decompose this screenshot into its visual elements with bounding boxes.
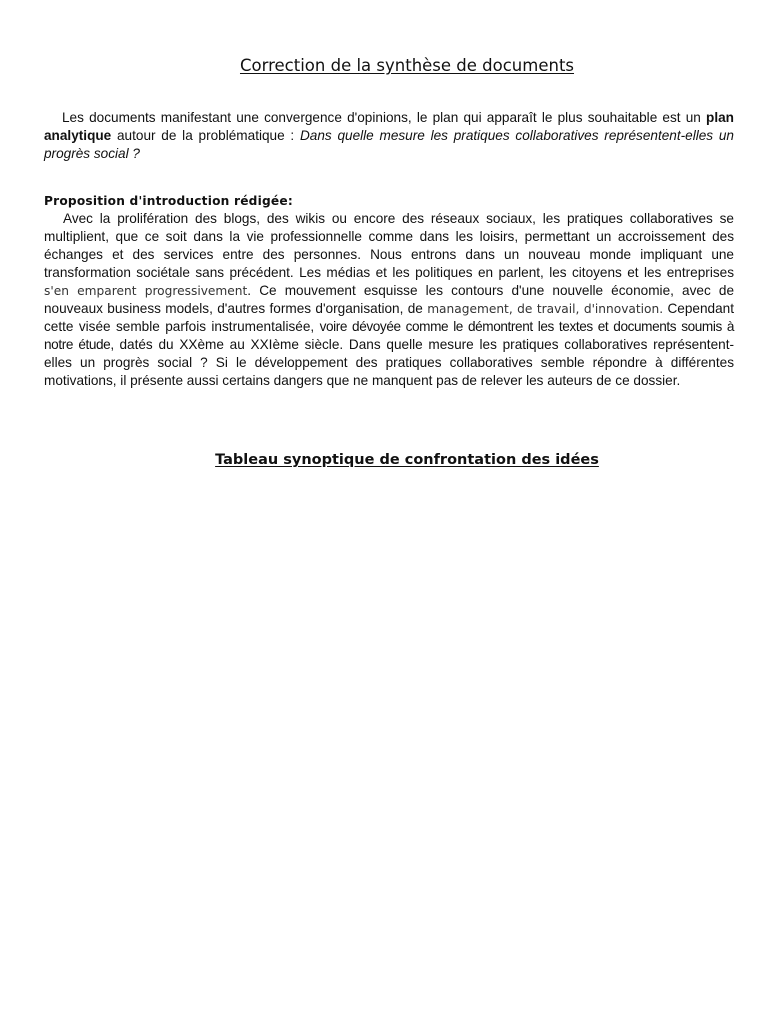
body-text-7: datés du XXème au XXIème siècle. Dans quelle mesure les pratiques collaboratives représentent-elles un progrès social ? Si le développement des pratiques collaboratives semble répondre à différentes motivations, il présente aussi certains dangers que ne manquent pas de relever les auteurs de ce dossier. — [44, 337, 734, 388]
intro-text-1: Les documents manifestant une convergence d'opinions, le plan qui apparaît le plus souhaitable est un — [62, 110, 707, 125]
section-label: Proposition d'introduction rédigée: — [44, 194, 293, 208]
body-text-3: . Ce mouvement esquisse les contours d'une nouvelle économie, avec de nouveaux business models, d'autres formes d'organisation, de — [44, 283, 735, 316]
body-text-4: management, de travail, d'innovation. — [427, 302, 664, 316]
problematic-question: Dans quelle mesure les pratiques collaboratives représentent-elles un progrès social ? — [44, 128, 734, 161]
intro-bold-term: plan analytique — [44, 110, 734, 143]
body-text-6: voire dévoyée comme le démontrent les textes et documents soumis à notre étude, — [44, 319, 735, 352]
body-text-5: Cependant cette visée semble parfois instrumentalisée, — [44, 301, 734, 334]
body-text-2: s'en emparent progressivement — [44, 284, 248, 298]
document-title: Correction de la synthèse de documents — [239, 56, 575, 75]
table-title: Tableau synoptique de confrontation des idées — [215, 452, 599, 468]
intro-text-2: autour de la problématique : — [111, 128, 300, 143]
introduction-body — [44, 210, 734, 390]
body-text-1: Avec la prolifération des blogs, des wikis ou encore des réseaux sociaux, les pratiques collaboratives se multiplient, que ce soit dans la vie professionnelle comme dans les loisirs, permettant un accroissement des échanges et des services entre des personnes. Nous entrons dans un nouveau monde impliquant une transformation sociétale sans précédent. Les médias et les politiques en parlent, les citoyens et les entreprises — [44, 211, 734, 280]
intro-paragraph — [44, 109, 734, 163]
